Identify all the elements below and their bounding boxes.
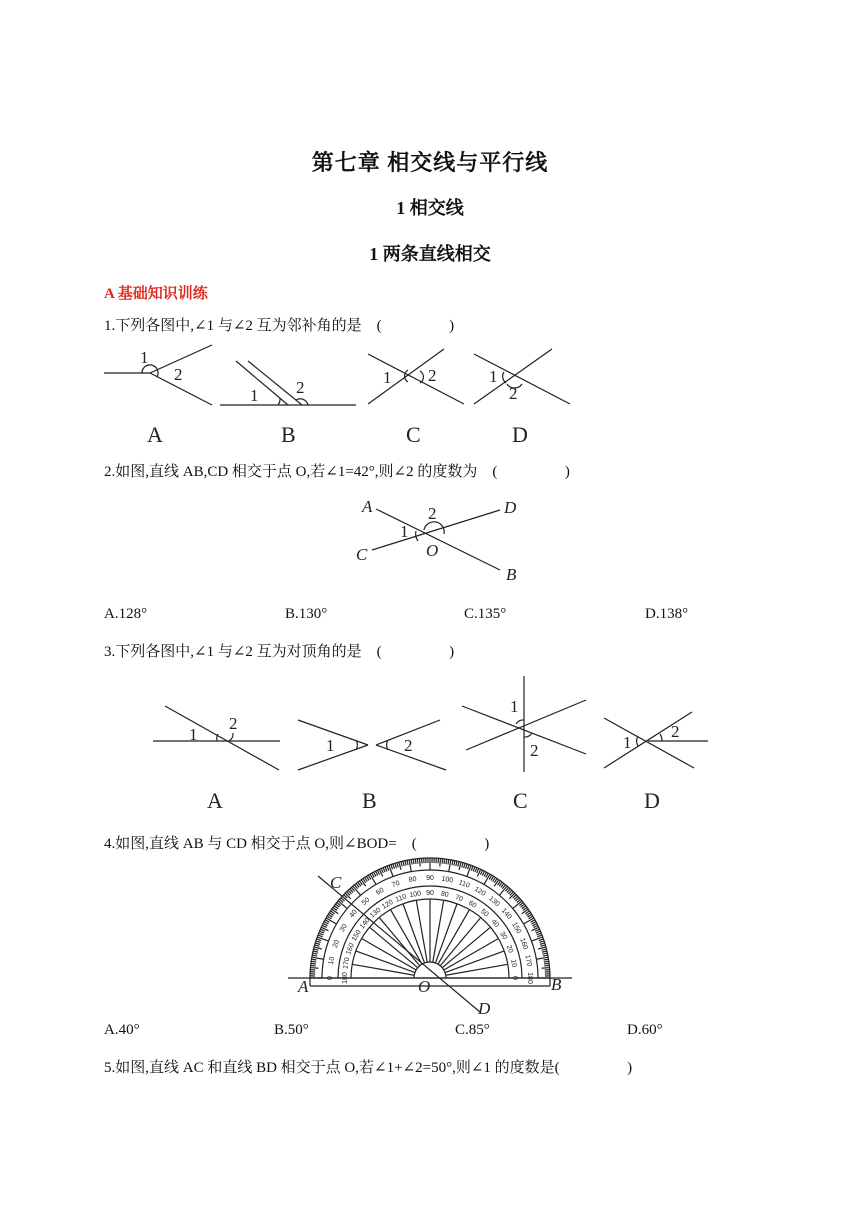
- question-5-stem: 5.如图,直线 AC 和直线 BD 相交于点 O,若∠1+∠2=50°,则∠1 的度数是( ): [104, 1060, 633, 1076]
- protractor-tick: [537, 933, 542, 935]
- protractor-tick: [542, 968, 550, 969]
- q1-a-angle-2: 2: [174, 365, 183, 384]
- protractor-outer-label: 170: [523, 954, 533, 968]
- q3-figure-label-a: A: [207, 788, 223, 813]
- protractor-tick: [320, 929, 325, 931]
- protractor-tick: [316, 941, 321, 943]
- q2-option-b[interactable]: B.130°: [285, 606, 328, 622]
- protractor-tick: [543, 955, 548, 956]
- part-label: A 基础知识训练: [104, 286, 208, 302]
- subsection-title: 1 两条直线相交: [369, 244, 491, 264]
- q2-option-a[interactable]: A.128°: [104, 606, 148, 622]
- protractor-tick: [314, 947, 322, 949]
- q3-d-angle-2: 2: [671, 722, 680, 741]
- protractor-outer-label: 10: [327, 956, 337, 966]
- protractor-tick: [319, 933, 324, 935]
- protractor-spoke: [435, 904, 457, 963]
- q3-a-angle-2: 2: [229, 714, 238, 733]
- protractor-tick: [456, 861, 457, 866]
- protractor-tick: [322, 925, 326, 927]
- protractor-inner-label: 140: [358, 916, 372, 931]
- protractor-tick: [413, 859, 414, 864]
- protractor-tick: [310, 968, 318, 969]
- protractor-tick: [405, 861, 406, 866]
- protractor-inner-label: 110: [394, 893, 408, 904]
- protractor-tick: [407, 860, 408, 865]
- q4-option-a[interactable]: A.40°: [104, 1022, 140, 1038]
- protractor-tick: [317, 937, 328, 941]
- protractor-inner-label: 70: [454, 893, 464, 904]
- protractor-tick: [314, 949, 319, 950]
- q1-figure-label-c: C: [406, 422, 421, 447]
- protractor-outer-label: 160: [518, 937, 529, 951]
- protractor-outer-label: 30: [338, 923, 349, 934]
- protractor-tick: [475, 868, 477, 873]
- q4-option-b[interactable]: B.50°: [274, 1022, 309, 1038]
- protractor-tick: [544, 963, 549, 964]
- protractor-tick: [537, 935, 542, 937]
- protractor-tick: [473, 867, 475, 872]
- protractor-outer-label: 0: [327, 976, 334, 980]
- protractor-tick: [315, 945, 320, 946]
- protractor-tick: [401, 862, 402, 867]
- protractor-tick: [448, 859, 449, 864]
- protractor-tick: [311, 961, 316, 962]
- protractor-tick: [477, 868, 479, 873]
- protractor-tick: [449, 860, 451, 872]
- protractor-tick: [446, 859, 447, 864]
- protractor-tick: [462, 863, 463, 868]
- q3-figure-label-d: D: [644, 788, 660, 813]
- q3-figure-label-c: C: [513, 788, 528, 813]
- q2-angle-2: 2: [428, 504, 437, 523]
- protractor-outer-label: 60: [375, 886, 386, 897]
- q4-point-c: C: [330, 873, 342, 892]
- protractor-tick: [459, 862, 461, 870]
- protractor-inner-label: 170: [342, 956, 352, 970]
- chapter-title: 第七章 相交线与平行线: [311, 150, 549, 175]
- protractor-tick: [395, 863, 396, 868]
- q2-point-d: D: [504, 498, 517, 517]
- protractor-inner-label: 20: [504, 944, 515, 954]
- protractor-tick: [452, 860, 453, 865]
- q1-b-angle-1: 1: [250, 386, 259, 405]
- protractor-tick: [544, 961, 549, 962]
- q1-d-angle-2: 2: [509, 384, 518, 403]
- protractor-tick: [509, 893, 515, 899]
- protractor-tick: [389, 865, 393, 876]
- q3-figure-label-b: B: [362, 788, 377, 813]
- question-2-stem: 2.如图,直线 AB,CD 相交于点 O,若∠1=42°,则∠2 的度数为 ( ): [104, 464, 570, 480]
- protractor-tick: [312, 955, 317, 956]
- protractor-tick: [542, 951, 547, 952]
- protractor-tick: [377, 870, 379, 874]
- protractor-spoke: [433, 900, 444, 962]
- q1-figure-label-d: D: [512, 422, 528, 447]
- protractor-outer-label: 80: [408, 875, 418, 885]
- q2-option-d[interactable]: D.138°: [645, 606, 689, 622]
- protractor-tick: [312, 957, 324, 959]
- protractor-outer-label: 110: [457, 879, 471, 890]
- protractor-tick: [381, 868, 383, 873]
- protractor-tick: [533, 925, 537, 927]
- protractor-tick: [464, 863, 465, 868]
- protractor-tick: [391, 865, 393, 870]
- protractor-tick: [397, 863, 398, 868]
- q2-point-o: O: [426, 541, 439, 560]
- protractor-inner-label: 130: [368, 906, 383, 920]
- protractor-tick: [471, 866, 473, 871]
- q2-point-b: B: [506, 565, 517, 584]
- protractor-inner-label: 0: [511, 976, 518, 980]
- protractor-tick: [383, 868, 385, 873]
- protractor-tick: [313, 951, 318, 952]
- protractor-tick: [440, 858, 441, 866]
- protractor-outer-label: 130: [487, 895, 501, 909]
- protractor-tick: [544, 959, 549, 960]
- protractor-inner-label: 180: [342, 972, 349, 984]
- q1-a-angle-1: 1: [140, 348, 149, 367]
- q1-b-angle-2: 2: [296, 378, 305, 397]
- question-1-stem: 1.下列各图中,∠1 与∠2 互为邻补角的是 ( ): [104, 318, 455, 334]
- protractor-tick: [323, 924, 327, 926]
- q3-d-angle-1: 1: [623, 733, 632, 752]
- protractor-inner-label: 90: [426, 890, 434, 897]
- protractor-inner-label: 100: [408, 890, 422, 900]
- q3-b-angle-2: 2: [404, 736, 413, 755]
- protractor-tick: [454, 861, 455, 866]
- question-3-stem: 3.下列各图中,∠1 与∠2 互为对顶角的是 ( ): [104, 644, 455, 660]
- protractor-tick: [311, 963, 316, 964]
- protractor-outer-label: 180: [526, 972, 533, 984]
- protractor-tick: [540, 943, 545, 944]
- q4-point-b: B: [551, 975, 562, 994]
- protractor-inner-label: 60: [467, 899, 478, 910]
- protractor-tick: [538, 947, 546, 949]
- protractor-tick: [409, 860, 411, 872]
- protractor-inner-label: 10: [509, 958, 518, 968]
- protractor-inner-label: 150: [350, 928, 363, 943]
- protractor-tick: [532, 924, 536, 926]
- q3-a-angle-1: 1: [189, 725, 198, 744]
- protractor-outer-label: 150: [510, 921, 523, 936]
- q4-point-a: A: [298, 977, 309, 996]
- q1-d-angle-1: 1: [489, 367, 498, 386]
- protractor-inner-label: 120: [380, 898, 395, 911]
- protractor-tick: [399, 862, 401, 870]
- protractor-tick: [417, 859, 418, 864]
- protractor-tick: [542, 953, 547, 954]
- q4-point-o: O: [418, 977, 431, 996]
- protractor-tick: [444, 859, 445, 864]
- protractor-outer-label: 120: [472, 885, 487, 898]
- protractor-tick: [544, 965, 549, 966]
- protractor-tick: [311, 959, 316, 960]
- section-title: 1 相交线: [396, 198, 464, 218]
- protractor-outer-label: 40: [348, 908, 359, 920]
- protractor-outer-label: 50: [360, 896, 372, 907]
- protractor-tick: [317, 939, 322, 941]
- protractor-tick: [539, 939, 544, 941]
- protractor-tick: [466, 864, 468, 869]
- protractor-spoke: [356, 951, 415, 973]
- q1-c-angle-1: 1: [383, 368, 392, 387]
- protractor-outer-label: 20: [331, 939, 342, 949]
- q3-b-angle-1: 1: [326, 736, 335, 755]
- q3-c-angle-1: 1: [510, 697, 519, 716]
- q1-c-angle-2: 2: [428, 366, 437, 385]
- protractor-tick: [542, 949, 547, 950]
- protractor-spoke: [445, 951, 504, 973]
- protractor-tick: [385, 867, 387, 872]
- protractor-tick: [536, 931, 541, 933]
- protractor-tick: [541, 945, 546, 946]
- protractor-tick: [345, 893, 351, 899]
- protractor-tick: [531, 937, 542, 941]
- q4-option-d[interactable]: D.60°: [627, 1022, 663, 1038]
- q3-c-angle-2: 2: [530, 741, 539, 760]
- q1-figure-label-b: B: [281, 422, 296, 447]
- protractor-tick: [536, 957, 548, 959]
- q2-option-c[interactable]: C.135°: [464, 606, 507, 622]
- protractor-spoke: [446, 964, 508, 975]
- protractor-spoke: [352, 964, 414, 975]
- protractor-tick: [535, 929, 540, 931]
- protractor-spoke: [416, 900, 427, 962]
- protractor-tick: [411, 859, 412, 864]
- protractor-tick: [313, 953, 318, 954]
- protractor-tick: [315, 943, 320, 944]
- q2-point-a: A: [362, 497, 373, 516]
- protractor-tick: [458, 862, 459, 867]
- protractor-tick: [480, 870, 482, 874]
- q2-point-c: C: [356, 545, 368, 564]
- protractor-tick: [393, 864, 395, 869]
- q2-angle-1: 1: [400, 522, 409, 541]
- protractor-tick: [467, 865, 469, 870]
- q4-option-c[interactable]: C.85°: [455, 1022, 490, 1038]
- protractor-tick: [403, 861, 404, 866]
- protractor-tick: [415, 859, 416, 864]
- q4-point-d: D: [478, 999, 491, 1018]
- protractor-tick: [311, 965, 316, 966]
- protractor-outer-label: 140: [499, 907, 513, 921]
- protractor-tick: [387, 866, 389, 871]
- protractor-tick: [420, 858, 421, 866]
- protractor-spoke: [403, 904, 425, 963]
- protractor-inner-label: 50: [479, 908, 490, 919]
- protractor-inner-label: 80: [440, 890, 450, 899]
- question-4-stem: 4.如图,直线 AB 与 CD 相交于点 O,则∠BOD= ( ): [104, 836, 490, 852]
- protractor-outer-label: 100: [440, 875, 454, 885]
- protractor-inner-label: 30: [498, 930, 509, 941]
- q1-figure-label-a: A: [147, 422, 163, 447]
- protractor-inner-label: 40: [489, 918, 500, 929]
- protractor-tick: [320, 931, 325, 933]
- protractor-outer-label: 70: [391, 879, 401, 890]
- protractor-tick: [318, 935, 323, 937]
- protractor-tick: [467, 865, 471, 876]
- protractor-tick: [482, 871, 484, 875]
- protractor-tick: [539, 941, 544, 943]
- protractor-inner-label: 160: [345, 942, 356, 956]
- protractor-tick: [376, 871, 378, 875]
- protractor-tick: [442, 859, 443, 864]
- protractor-outer-label: 90: [426, 875, 434, 882]
